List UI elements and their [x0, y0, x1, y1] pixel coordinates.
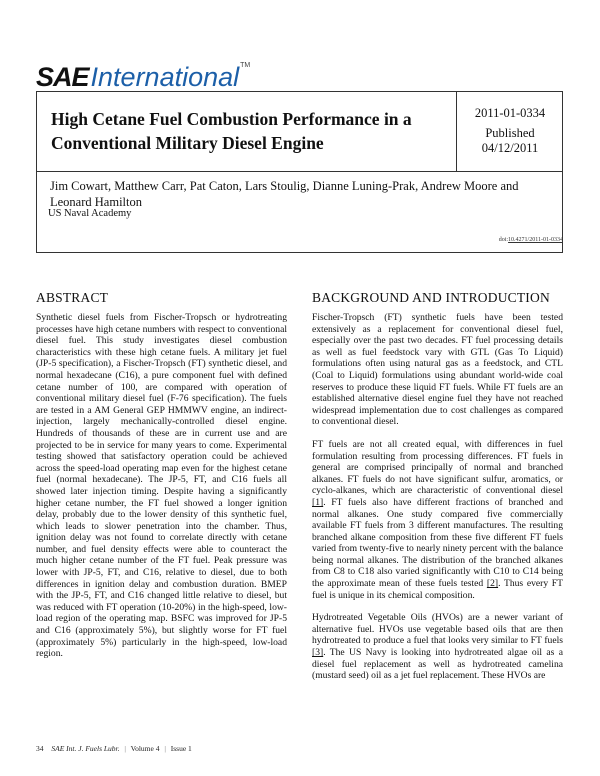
logo-international-text: International	[90, 62, 240, 92]
logo-trademark: TM	[240, 62, 251, 69]
footer-separator: |	[164, 744, 166, 753]
doi-link[interactable]: 10.4271/2011-01-0334	[508, 237, 563, 243]
footer-separator: |	[124, 744, 126, 753]
journal-issue: Issue 1	[170, 744, 192, 753]
abstract-heading: ABSTRACT	[36, 290, 109, 305]
reference-link-2[interactable]: [2]	[486, 578, 499, 590]
affiliation: US Naval Academy	[48, 208, 132, 219]
background-paragraph-1: Fischer-Tropsch (FT) synthetic fuels have been tested extensively as a replacement for conventional diesel fuel, especially over the past two decades. FT fuel processing details as well as fuel feedstock vary with GTL (Gas To Liquid) formulations often using natural gas as a feedstock, and CTL (Coal to Liquid) formulations using abundant world-wide coal reserves to produce these liquid FT fuels. While FT fuels are an established alternative diesel engine fuel they have not reached widespread implementation due to cost challenges as compared to conventional diesel.	[312, 312, 563, 428]
paper-title: High Cetane Fuel Combustion Performance in a Conventional Military Diesel Engine	[51, 109, 412, 153]
author-list: Jim Cowart, Matthew Carr, Pat Caton, Lars Stoulig, Dianne Luning-Prak, Andrew Moore and Leonard Hamilton	[50, 179, 519, 209]
background-paragraph-3	[312, 612, 563, 682]
title-block	[36, 91, 563, 172]
doi-label: doi:	[498, 237, 509, 243]
background-paragraph-2	[312, 439, 563, 601]
page-footer	[36, 744, 192, 753]
page-number: 34	[36, 744, 44, 753]
paper-number: 2011-01-0334	[474, 106, 546, 120]
abstract-body: Synthetic diesel fuels from Fischer-Tropsch or hydrotreating processes have high cetane numbers with respect to conventional diesel fuel. This study investigates diesel combustion characteristics with these high cetane fuels. A military jet fuel (JP-5 specification), a Fischer-Tropsch (FT) synthetic diesel, and normal hexadecane (C16), a pure component fuel with defined cetane number of 100, are compared with operation of conventional military diesel fuel (F-76 specification). The fuels are tested in a AM General GEP HMMWV engine, an indirect-injection, largely mechanically-controlled diesel engine. Hundreds of thousands of these are in current use and are projected to be in service for many years to come. Experimental testing showed that satisfactory operation could be achieved across the speed-load operating map even for the highest cetane fuel (normal hexadecane). The JP-5, FT, and C16 fuels all showed later injection timing. Despite having a significantly higher cetane number, the FT fuel showed a longer ignition delay, probably due to the lower density of this synthetic fuel, which leads to slower penetration into the chamber. Thus, ignition delay was not found to correlate directly with cetane number, and fuel density effects were able to counteract the much higher cetane number of the FT fuel. Peak pressure was lower with JP-5, FT, and C16, relative to diesel, due to both differences in ignition delay and combustion duration. BMEP with the JP-5, FT, and C16 changed little relative to diesel, but was reduced with FT operation (10-20%) in the high-speed, low-load region of the operating map. BSFC was improved for JP-5 and C16 (approximately 5%), but slightly worse for FT fuel (approximately 5%) particularly in the high-speed, low-load region.	[36, 312, 287, 660]
paragraph-3-text-a: Hydrotreated Vegetable Oils (HVOs) are a newer variant of alternative fuel. HVOs use vegetable based oils that are then hydrotreated to produce a fuel that looks very similar to FT fuels	[312, 612, 563, 647]
reference-link-3[interactable]: [3]	[312, 647, 324, 659]
author-block	[36, 172, 563, 253]
journal-name: SAE Int. J. Fuels Lubr.	[51, 744, 120, 753]
paragraph-2-text-c: . Thus every FT fuel is unique in its chemical composition.	[312, 578, 564, 601]
paragraph-2-text-b: . FT fuels also have different fractions of branched and normal alkanes. One study compared five commercially available FT fuels from 3 different manufactures. The resulting branched alkane composition from these five different FT fuels varied from twenty-five to nearly ninety percent with the balance being normal alkanes. The distribution of the branched alkanes from C8 to C18 also varied significantly with C10 to C14 being the approximate mean of these fuels tested	[312, 496, 563, 590]
doi-line	[499, 237, 563, 243]
paragraph-2-text-a: FT fuels are not all created equal, with differences in fuel formulation resulting from processing differences. FT fuels in general are comprised principally of normal and branched alkanes. FT fuels do not have significant sulfur, aromatics, or cyclo-alkanes, which are characteristic of conventional diesel	[312, 438, 563, 497]
abstract-column	[36, 290, 287, 671]
published-date: 04/12/2011	[481, 141, 539, 155]
sae-international-logo	[36, 62, 250, 94]
journal-volume: Volume 4	[130, 744, 160, 753]
published-label: Published	[485, 126, 535, 140]
logo-sae-text: SAE	[36, 62, 89, 92]
background-column	[312, 290, 563, 693]
reference-link-1[interactable]: [1]	[312, 496, 324, 508]
paragraph-3-text-b: . The US Navy is looking into hydrotreated algae oil as a diesel fuel replacement as well as hydrotreated camelina (mustard seed) oil as a jet fuel replacement. These HVOs are	[312, 647, 563, 682]
background-heading: BACKGROUND AND INTRODUCTION	[312, 290, 550, 305]
